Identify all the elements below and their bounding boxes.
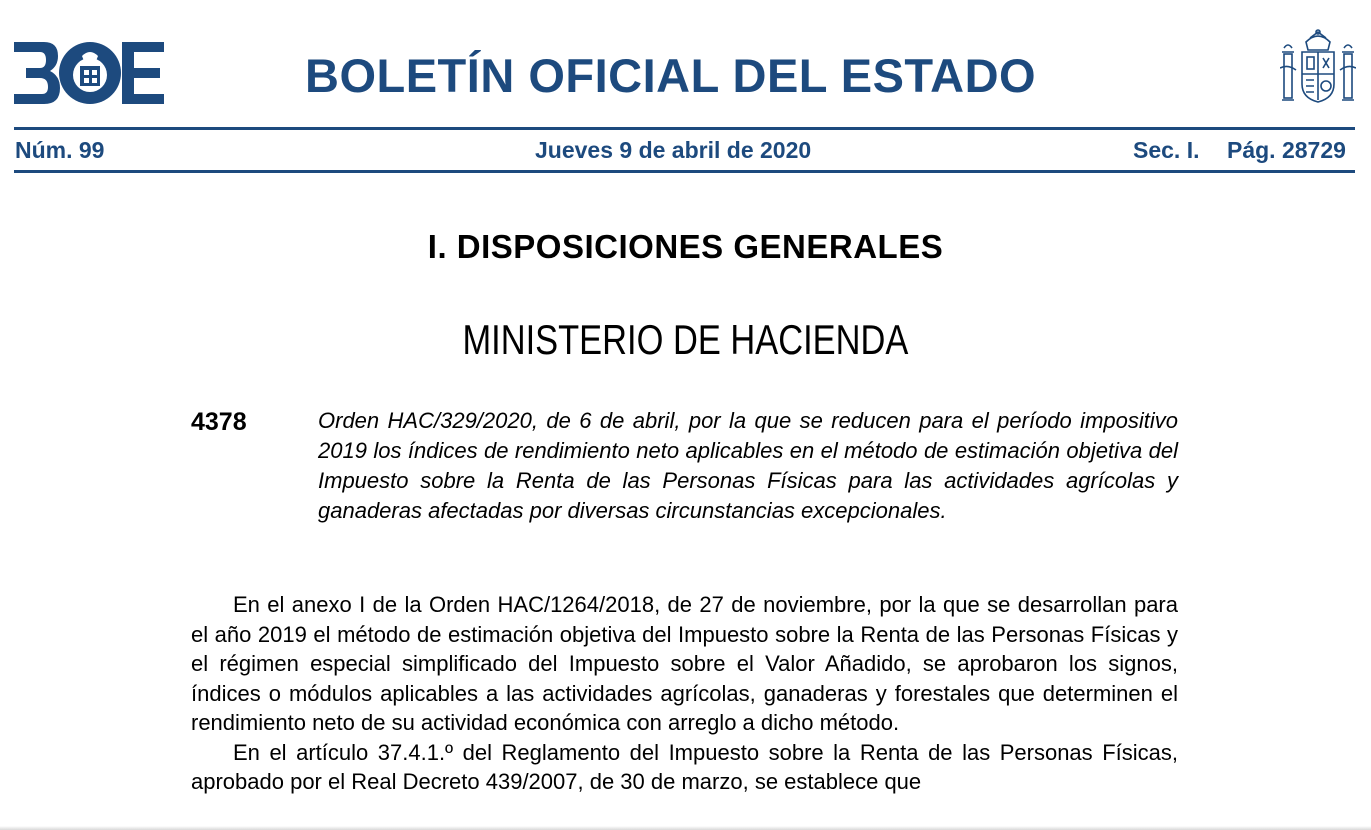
header-rule-top — [14, 127, 1355, 130]
body-paragraph: En el artículo 37.4.1.º del Reglamento del Impuesto sobre la Renta de las Personas Físicas, aprobado por el Real Decreto 439/2007, de 30 de marzo, se establece que — [191, 739, 1178, 794]
section-label: Sec. I. — [1133, 137, 1200, 163]
order-summary: Orden HAC/329/2020, de 6 de abril, por la que se reducen para el período impositivo 2019 los índices de rendimiento neto aplicables en el método de estimación objetiva del Impuesto sobre la Renta de las Personas Físicas para las actividades agrícolas y ganaderas afectadas por diversas circunstancias excepcionales. — [318, 408, 1178, 523]
issue-date: Jueves 9 de abril de 2020 — [535, 137, 812, 163]
coat-of-arms-icon — [1280, 28, 1356, 110]
masthead-title: BOLETÍN OFICIAL DEL ESTADO — [305, 49, 1037, 102]
page-number: Pág. 28729 — [1227, 137, 1346, 163]
order-number: 4378 — [191, 408, 247, 436]
section-title: I. DISPOSICIONES GENERALES — [427, 228, 944, 265]
header-rule-bottom — [14, 170, 1355, 173]
document-body — [191, 590, 1178, 797]
boe-logo-icon — [14, 42, 164, 104]
issue-number: Núm. 99 — [15, 137, 105, 163]
body-paragraph: En el anexo I de la Orden HAC/1264/2018, de 27 de noviembre, por la que se desarrollan para el año 2019 el método de estimación objetiva del Impuesto sobre la Renta de las Personas Físicas y el régimen especial simplificado del Impuesto sobre el Valor Añadido, se aprobaron los signos, índices o módulos aplicables a las actividades agrícolas, ganaderas y forestales que determinen el rendimiento neto de su actividad económica con arreglo a dicho método. — [191, 592, 1178, 735]
page-bottom-edge — [0, 826, 1371, 830]
ministry-title: MINISTERIO DE HACIENDA — [462, 316, 909, 363]
